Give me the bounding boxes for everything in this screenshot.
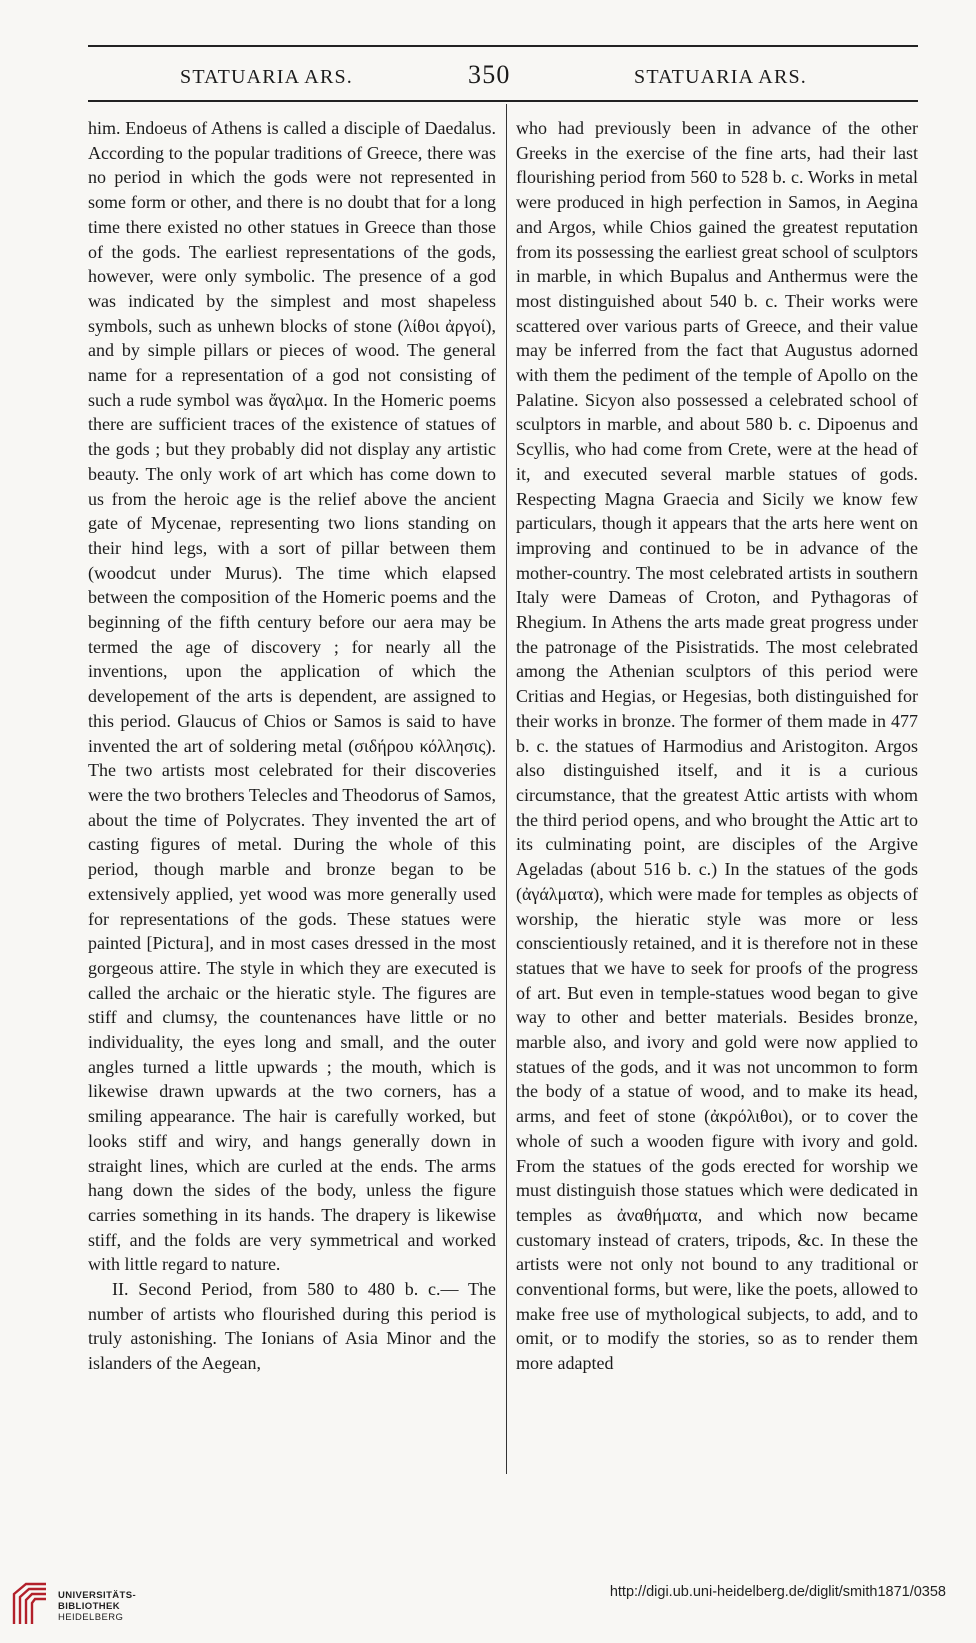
- running-header: [88, 60, 918, 94]
- paragraph: II. Second Period, from 580 to 480 b. c.— The number of artists who flourished during this period is truly astonishing. The Ionians of Asia Minor and the islanders of the Aegean,: [88, 1279, 496, 1374]
- header-left-title: STATUARIA ARS.: [180, 66, 354, 88]
- paragraph: who had previously been in advance of the other Greeks in the exercise of the fine arts, had their last flourishing period from 560 to 528 b. c. Works in metal were produced in high perfection in Samos, in Aegina and Argos, while Chios gained the greatest reputation from its possessing the earliest great school of sculptors in marble, in which Bupalus and Anthermus were the most distinguished about 540 b. c. Their works were scattered over various parts of Greece, and their value may be inferred from the fact that Augustus adorned with them the pediment of the temple of Apollo on the Palatine. Sicyon also possessed a celebrated school of sculptors in marble, and about 580 b. c. Dipoenus and Scyllis, who had come from Crete, were at the head of it, and executed several marble statues of gods. Respecting Magna Graecia and Sicily we know few particulars, though it appears that the arts here went on improving and continued to be in advance of the mother-country. The most celebrated artists in southern Italy were Dameas of Croton, and Pythagoras of Rhegium. In Athens the arts made great progress under the patronage of the Pisistratids. The most celebrated among the Athenian sculptors of this period were Critias and Hegias, or Hegesias, both distinguished for their works in bronze. The former of them made in 477 b. c. the statues of Harmodius and Aristogiton. Argos also distinguished itself, and it is a curious circumstance, that the greatest Attic artists with whom the third period opens, and who brought the Attic art to its culminating point, are disciples of the Argive Ageladas (about 516 b. c.) In the statues of the gods (ἀγάλματα), which were made for temples as objects of worship, the hieratic style was more or less conscientiously retained, and it is therefore not in these statues that we have to seek for proofs of the progress of art. But even in temple-statues wood began to give way to other and better materials. Besides bronze, marble also, and ivory and gold were now applied to statues of the gods, and it was not uncommon to form the body of a statue of wood, and to make its head, arms, and feet of stone (ἀκρόλιθοι), or to cover the whole of such a wooden figure with ivory and gold. From the statues of the gods erected for worship we must distinguish those statues which were dedicated in temples as ἀναθήματα, and which now became customary instead of craters, tripods, &c. In these the artists were not only not bound to any traditional or conventional forms, but were, like the poets, allowed to make free use of mythological subjects, to add, and to omit, or to modify the stories, so as to render them more adapted: [516, 118, 918, 1374]
- paragraph: him. Endoeus of Athens is called a disciple of Daedalus. According to the popular traditions of Greece, there was no period in which the gods were not represented in some form or other, and there is no doubt that for a long time there existed no other statues in Greece than those of the gods. The earliest representations of the gods, however, were only symbolic. The presence of a god was indicated by the simplest and most shapeless symbols, such as unhewn blocks of stone (λίθοι ἀργοί), and by simple pillars or pieces of wood. The general name for a representation of a god not consisting of such a rude symbol was ἄγαλμα. In the Homeric poems there are sufficient traces of the existence of statues of the gods ; but they probably did not display any artistic beauty. The only work of art which has come down to us from the heroic age is the relief above the ancient gate of Mycenae, representing two lions standing on their hind legs, with a sort of pillar between them (woodcut under Murus). The time which elapsed between the composition of the Homeric poems and the beginning of the fifth century before our aera may be termed the age of discovery ; for nearly all the inventions, upon the application of which the developement of the arts is dependent, are assigned to this period. Glaucus of Chios or Samos is said to have invented the art of soldering metal (σιδήρου κόλλησις). The two artists most celebrated for their discoveries were the two brothers Telecles and Theodorus of Samos, about the time of Polycrates. They invented the art of casting figures of metal. During the whole of this period, though marble and bronze began to be extensively applied, yet wood was more generally used for representations of the gods. These statues were painted [Pictura], and in most cases dressed in the most gorgeous attire. The style in which they are executed is called the archaic or the hieratic style. The figures are stiff and clumsy, the countenances have little or no individuality, the eyes long and small, and the outer angles turned a little upwards ; the mouth, which is likewise drawn upwards at the two corners, has a smiling appearance. The hair is carefully worked, but looks stiff and wiry, and hangs generally down in straight lines, which are curled at the ends. The arms hang down the sides of the body, unless the figure carries something in its hands. The drapery is likewise stiff, and the folds are very symmetrical and worked with little regard to nature.: [88, 118, 496, 1275]
- header-rule: [88, 100, 918, 102]
- library-logo-text: [58, 1590, 136, 1623]
- library-logo: [10, 1580, 170, 1630]
- header-right-title: STATUARIA ARS.: [634, 66, 808, 88]
- logo-line: HEIDELBERG: [58, 1612, 124, 1623]
- top-rule: [88, 45, 918, 47]
- column-divider: [506, 104, 507, 1474]
- logo-line: UNIVERSITÄTS-: [58, 1590, 137, 1601]
- left-column: [88, 116, 496, 1376]
- right-column: [516, 116, 918, 1376]
- library-logo-icon: [10, 1580, 50, 1628]
- source-url-link[interactable]: http://digi.ub.uni-heidelberg.de/diglit/smith1871/0358: [609, 1584, 946, 1600]
- page-number: 350: [468, 60, 511, 89]
- logo-line: BIBLIOTHEK: [58, 1601, 121, 1612]
